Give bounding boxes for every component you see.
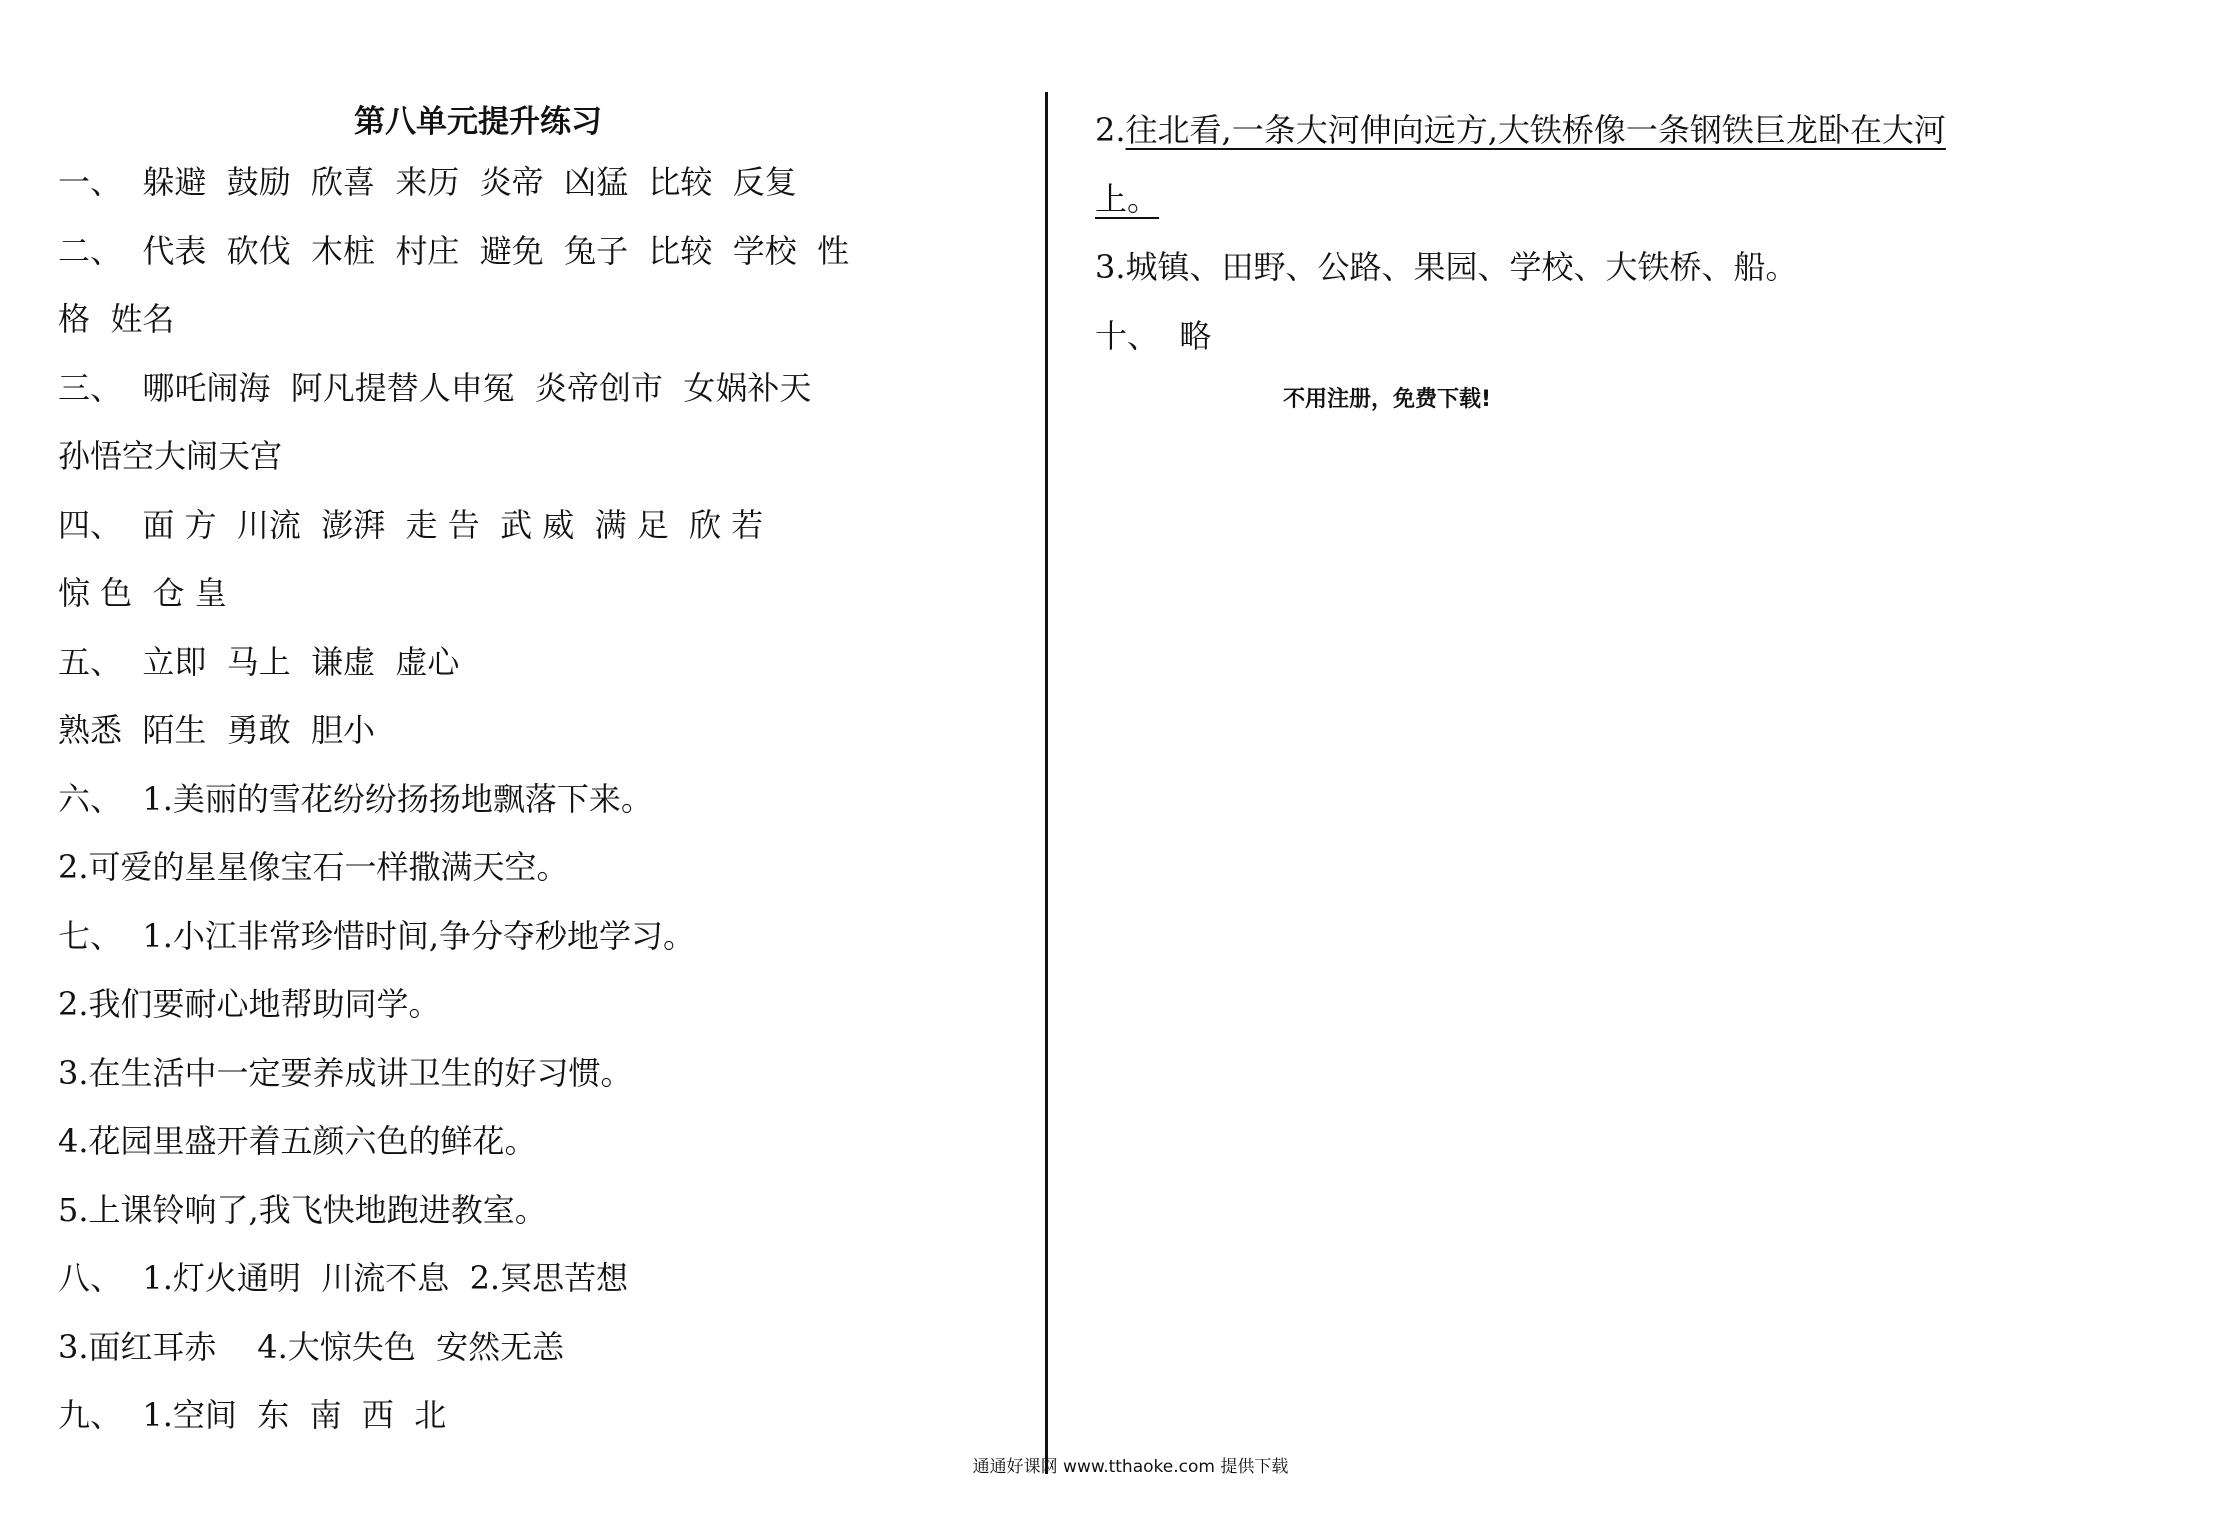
left-column <box>58 96 1018 1450</box>
answer-line-10: 六、 1.美丽的雪花纷纷扬扬地飘落下来。 <box>58 779 653 818</box>
answer-line-14: 3.在生活中一定要养成讲卫生的好习惯。 <box>58 1053 633 1092</box>
answer-line-18: 3.面红耳赤 4.大惊失色 安然无恙 <box>58 1327 565 1366</box>
answer-line-5: 孙悟空大闹天宫 <box>58 437 283 475</box>
promo-text: 不用注册，免费下载! <box>1283 387 1492 412</box>
answer-item-2-line-2 <box>1095 165 2155 234</box>
footer-credit: 通通好课网 www.tthaoke.com 提供下载 <box>972 1457 1289 1477</box>
answer-line-13: 2.我们要耐心地帮助同学。 <box>58 985 441 1023</box>
answer-line-16: 5.上课铃响了,我飞快地跑进教室。 <box>58 1190 547 1229</box>
answer-line-6: 四、 面 方 川流 澎湃 走 告 武 威 满 足 欣 若 <box>58 505 764 544</box>
answer-line-9: 熟悉 陌生 勇敢 胆小 <box>58 711 376 749</box>
answer-line-7: 惊 色 仓 皇 <box>58 574 227 612</box>
answer-item-2-underlined: 往北看,一条大河伸向远方,大铁桥像一条钢铁巨龙卧在大河 <box>1125 111 1946 149</box>
answer-line-4: 三、 哪吒闹海 阿凡提替人申冤 炎帝创市 女娲补天 <box>58 368 812 407</box>
answer-line-17: 八、 1.灯火通明 川流不息 2.冥思苦想 <box>58 1259 629 1297</box>
answer-item-2-line-1 <box>1095 96 2155 165</box>
answer-line-12: 七、 1.小江非常珍惜时间,争分夺秒地学习。 <box>58 916 696 955</box>
answer-line-11: 2.可爱的星星像宝石一样撒满天空。 <box>58 848 569 886</box>
answer-item-3: 3.城镇、田野、公路、果园、学校、大铁桥、船。 <box>1095 248 1798 286</box>
page-title: 第八单元提升练习 <box>354 104 602 140</box>
answer-line-15: 4.花园里盛开着五颜六色的鲜花。 <box>58 1122 537 1160</box>
answer-line-19: 九、 1.空间 东 南 西 北 <box>58 1396 447 1434</box>
answer-line-2: 二、 代表 砍伐 木桩 村庄 避免 兔子 比较 学校 性 <box>58 231 850 270</box>
answer-line-1: 一、 躲避 鼓励 欣喜 来历 炎帝 凶猛 比较 反复 <box>58 163 797 201</box>
column-divider <box>1045 92 1048 1474</box>
answer-line-8: 五、 立即 马上 谦虚 虚心 <box>58 642 460 681</box>
answer-item-2-prefix: 2. <box>1095 111 1126 149</box>
answer-item-2-underlined-end: 上。 <box>1095 179 1160 218</box>
answer-item-10: 十、 略 <box>1095 316 1212 355</box>
answer-line-3: 格 姓名 <box>58 300 175 338</box>
right-column <box>1095 96 2155 370</box>
